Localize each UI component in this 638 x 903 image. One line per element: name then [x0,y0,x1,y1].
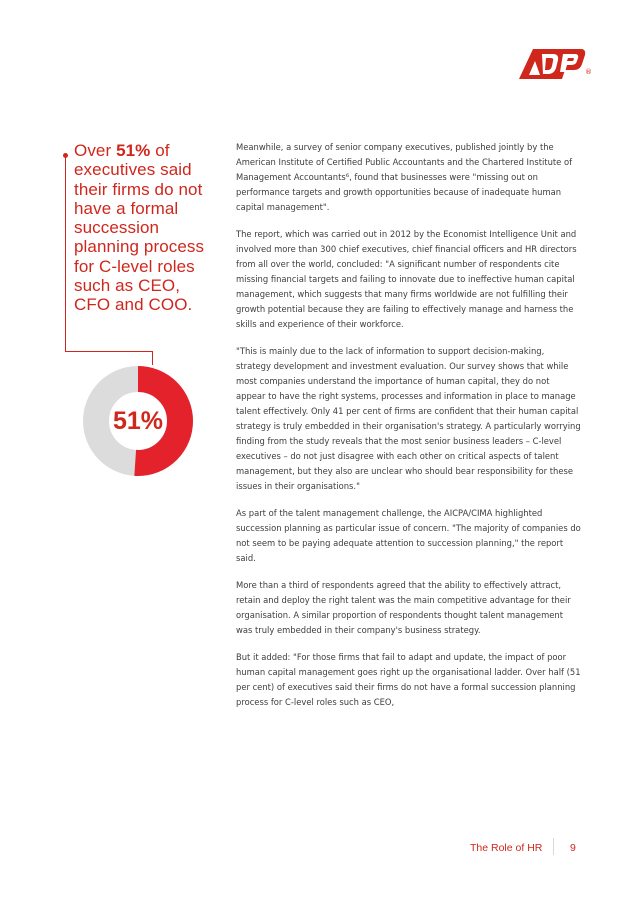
adp-logo-mark [513,46,587,82]
paragraph-2: The report, which was carried out in 2012 by the Economist Intelligence Unit and involved more than 300 chief executives, chief financial officers and HR directors from all over the world, concluded: "A significant number of respondents cite missing financial targets and failing to innovate due to ineffective human capital management, which suggests that many firms worldwide are not fulfilling their growth potential because they are failing to effectively manage and harness the skills and experience of their workforce. [236,229,577,329]
paragraph-4: As part of the talent management challenge, the AICPA/CIMA highlighted succession planning as particular issue of concern. "The majority of companies do not seem to be paying adequate attention to succession planning," the report said. [236,508,581,563]
paragraph-3: "This is mainly due to the lack of information to support decision-making, strategy development and investment evaluation. Our survey shows that while most companies understand the importance of human capital, they do not appear to have the right systems, processes and information in place to manage talent effectively. Only 41 per cent of firms are confident that their human capital strategy is truly embedded in their organisation's strategy. A particularly worrying finding from the study reveals that the most senior business leaders – C-level executives – do not just disagree with each other on critical aspects of talent management, but they also are unclear who should bear responsibility for these issues in their organisations." [236,346,581,491]
page-number: 9 [570,842,576,854]
adp-logo [513,46,591,82]
paragraph-6: But it added: "For those firms that fail to adapt and update, the impact of poor human capital management goes right up the organisational ladder. Over half (51 per cent) of executives said their firms do not have a formal succession planning process for C-level roles such as CEO, [236,652,581,707]
paragraph-5: More than a third of respondents agreed that the ability to effectively attract, retain and deploy the right talent was the main competitive advantage for their organisation. A similar proportion of respondents thought talent management was truly embedded in their company's business strategy. [236,580,571,635]
callout-connector-line-down [152,351,153,365]
article-body [236,140,581,722]
pull-quote-post: of executives said their firms do not have a formal succession planning process for C-level roles such as CEO, CFO and COO. [74,141,205,315]
callout-connector-line-horizontal [65,351,153,352]
paragraph-1: Meanwhile, a survey of senior company executives, published jointly by the American Institute of Certified Public Accountants and the Chartered Institute of Management Accountants⁶, found that businesses were "missing out on performance targets and growth opportunities because of inadequate human capital management". [236,142,573,212]
footer-divider [553,838,554,855]
donut-label: 51% [112,406,164,435]
pull-quote [74,141,214,315]
footer-title: The Role of HR [470,842,543,854]
registered-mark: ® [585,68,592,76]
pull-quote-highlight: 51% [116,141,151,160]
callout-connector-line [65,156,66,352]
pull-quote-pre: Over [74,141,117,160]
